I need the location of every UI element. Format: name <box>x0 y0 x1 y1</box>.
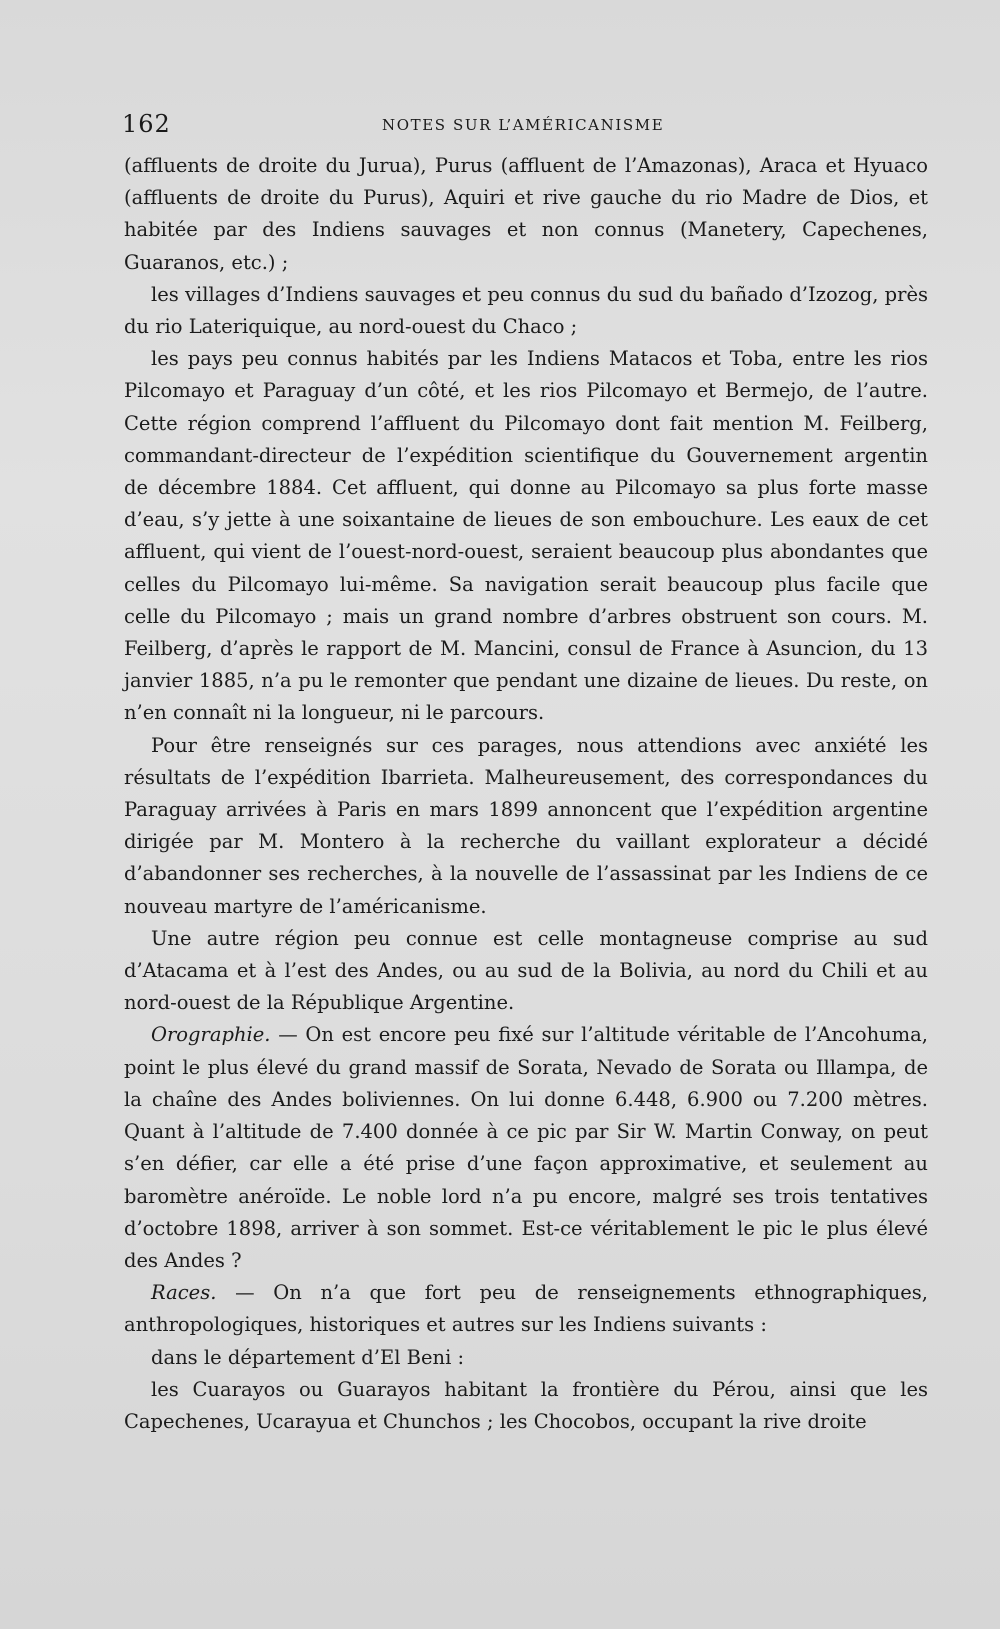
paragraph-9 <box>124 1374 928 1438</box>
paragraph-text: dans le département d’El Beni : <box>151 1345 465 1369</box>
paragraph-3 <box>124 343 928 729</box>
paragraph-4 <box>124 730 928 923</box>
paragraph-5 <box>124 923 928 1020</box>
body-text <box>124 150 928 1438</box>
paragraph-text: — On est encore peu fixé sur l’altitude véritable de l’Ancohuma, point le plus élevé du grand massif de Sorata, Nevado de Sorata ou Illampa, de la chaîne des Andes boliviennes. On lui donne 6.448, 6.900 ou 7.200 mètres. Quant à l’altitude de 7.400 donnée à ce pic par Sir W. Martin Conway, on peut s’en défier, car elle a été prise d’une façon approximative, et seulement au baromètre anéroïde. Le noble lord n’a pu encore, malgré ses trois tentatives d’octobre 1898, arriver à son sommet. Est-ce véritablement le pic le plus élevé des Andes ? <box>124 1023 928 1272</box>
section-label-races: Races. <box>151 1281 217 1305</box>
paragraph-8 <box>124 1342 928 1374</box>
paragraph-text: les pays peu connus habités par les Indiens Matacos et Toba, entre les rios Pilcomayo et Paraguay d’un côté, et les rios Pilcomayo et Bermejo, de l’autre. Cette région comprend l’affluent du Pilcomayo dont fait mention M. Feilberg, commandant-directeur de l’expédition scientifique du Gouvernement argentin de décembre 1884. Cet affluent, qui donne au Pilcomayo sa plus forte masse d’eau, s’y jette à une soixantaine de lieues de son embouchure. Les eaux de cet affluent, qui vient de l’ouest-nord-ouest, seraient beaucoup plus abondantes que celles du Pilcomayo lui-même. Sa navigation serait beaucoup plus facile que celle du Pilcomayo ; mais un grand nombre d’arbres obstruent son cours. M. Feilberg, d’après le rapport de M. Mancini, consul de France à Asuncion, du 13 janvier 1885, n’a pu le remonter que pendant une dizaine de lieues. Du reste, on n’en connaît ni la longueur, ni le parcours. <box>124 347 928 725</box>
paragraph-text: les villages d’Indiens sauvages et peu connus du sud du bañado d’Izozog, près du rio Lateriquique, au nord-ouest du Chaco ; <box>124 282 928 339</box>
paragraph-text: les Cuarayos ou Guarayos habitant la frontière du Pérou, ainsi que les Capechenes, Ucarayua et Chunchos ; les Chocobos, occupant la rive droite <box>124 1377 928 1433</box>
paragraph-orographie <box>124 1019 928 1277</box>
page-number: 162 <box>122 110 171 138</box>
paragraph-1 <box>124 150 928 279</box>
paragraph-text: Pour être renseignés sur ces parages, nous attendions avec anxiété les résultats de l’expédition Ibarrieta. Malheureusement, des correspondances du Paraguay arrivées à Paris en mars 1899 annoncent que l’expédition argentine dirigée par M. Montero à la recherche du vaillant explorateur a décidé d’abandonner ses recherches, à la nouvelle de l’assassinat par les Indiens de ce nouveau martyre de l’américanisme. <box>124 733 928 918</box>
paragraph-races <box>124 1277 928 1341</box>
paragraph-text: (affluents de droite du Jurua), Purus (affluent de l’Amazonas), Araca et Hyuaco (affluents de droite du Purus), Aquiri et rive gauche du rio Madre de Dios, et habitée par des Indiens sauvages et non connus (Manetery, Capechenes, Guaranos, etc.) ; <box>124 154 928 274</box>
paragraph-text: Une autre région peu connue est celle montagneuse comprise au sud d’Atacama et à l’est des Andes, ou au sud de la Bolivia, au nord du Chili et au nord-ouest de la République Argentine. <box>124 926 928 1015</box>
page-header <box>122 110 928 144</box>
paragraph-2 <box>124 279 928 343</box>
section-label-orographie: Orographie. <box>151 1023 271 1047</box>
running-title: NOTES SUR L’AMÉRICANISME <box>382 116 665 134</box>
paragraph-text: — On n’a que fort peu de renseignements ethnographiques, anthropologiques, historiques et autres sur les Indiens suivants : <box>124 1281 928 1337</box>
